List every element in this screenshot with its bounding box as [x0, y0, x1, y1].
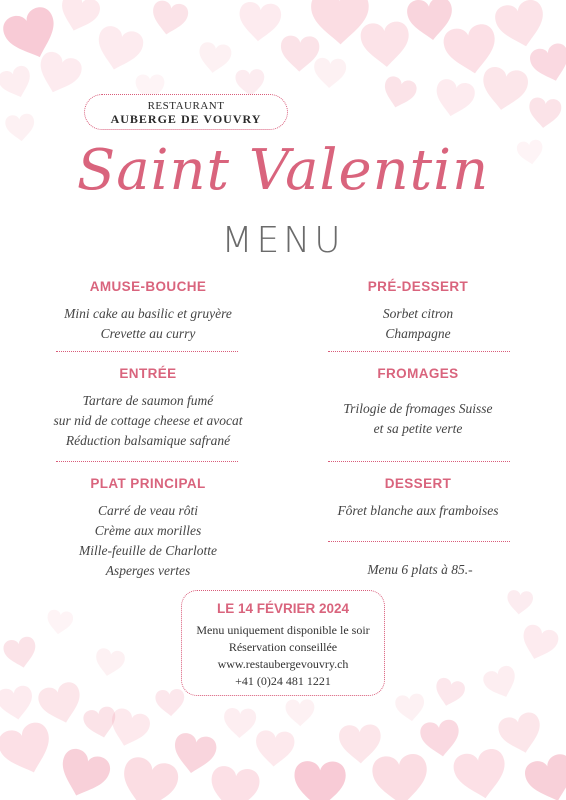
divider	[56, 461, 238, 462]
menu-item: Fôret blanche aux framboises	[337, 503, 499, 518]
restaurant-logo	[84, 94, 288, 130]
brand-label: RESTAURANT	[147, 100, 225, 112]
section-title: AMUSE-BOUCHE	[89, 279, 207, 294]
section-title: PRÉ-DESSERT	[367, 279, 469, 294]
divider	[328, 541, 510, 542]
divider	[328, 351, 510, 352]
section-title: FROMAGES	[377, 366, 459, 381]
page-title: Saint Valentin	[76, 138, 490, 203]
menu-item: Crevette au curry	[100, 326, 196, 341]
section-title: DESSERT	[384, 476, 452, 491]
menu-item: sur nid de cottage cheese et avocat	[53, 413, 243, 428]
divider	[328, 461, 510, 462]
menu-item: Réduction balsamique safrané	[65, 433, 231, 448]
menu-item: Asperges vertes	[105, 563, 191, 578]
menu-item: Carré de veau rôti	[97, 503, 199, 518]
info-availability: Menu uniquement disponible le soir	[196, 623, 370, 637]
brand-name: AUBERGE DE VOUVRY	[110, 112, 262, 126]
section-title: PLAT PRINCIPAL	[90, 476, 206, 491]
menu-item: Crème aux morilles	[94, 523, 202, 538]
section-title: ENTRÉE	[119, 366, 177, 381]
info-website: www.restaubergevouvry.ch	[217, 657, 349, 671]
section-amuse-bouche	[28, 279, 268, 344]
section-plat-principal	[28, 476, 268, 581]
menu-item: Mini cake au basilic et gruyère	[64, 306, 232, 321]
menu-item: Champagne	[385, 326, 451, 341]
info-reservation: Réservation conseillée	[228, 640, 338, 654]
section-fromages	[298, 366, 538, 439]
info-phone: +41 (0)24 481 1221	[235, 674, 331, 688]
menu-item: Trilogie de fromages Suisse	[343, 401, 493, 416]
menu-item: Mille-feuille de Charlotte	[79, 543, 217, 558]
event-info-box	[181, 590, 385, 696]
section-pre-dessert	[298, 279, 538, 344]
menu-item: et sa petite verte	[373, 421, 463, 436]
menu-item: Sorbet citron	[382, 306, 454, 321]
divider	[56, 351, 238, 352]
menu-item: Tartare de saumon fumé	[82, 393, 214, 408]
menu-price: Menu 6 plats à 85.-	[367, 562, 473, 577]
section-dessert	[298, 476, 538, 521]
section-entree	[28, 366, 268, 451]
event-date: LE 14 FÉVRIER 2024	[216, 601, 350, 616]
menu-heading: MENU	[221, 220, 345, 261]
